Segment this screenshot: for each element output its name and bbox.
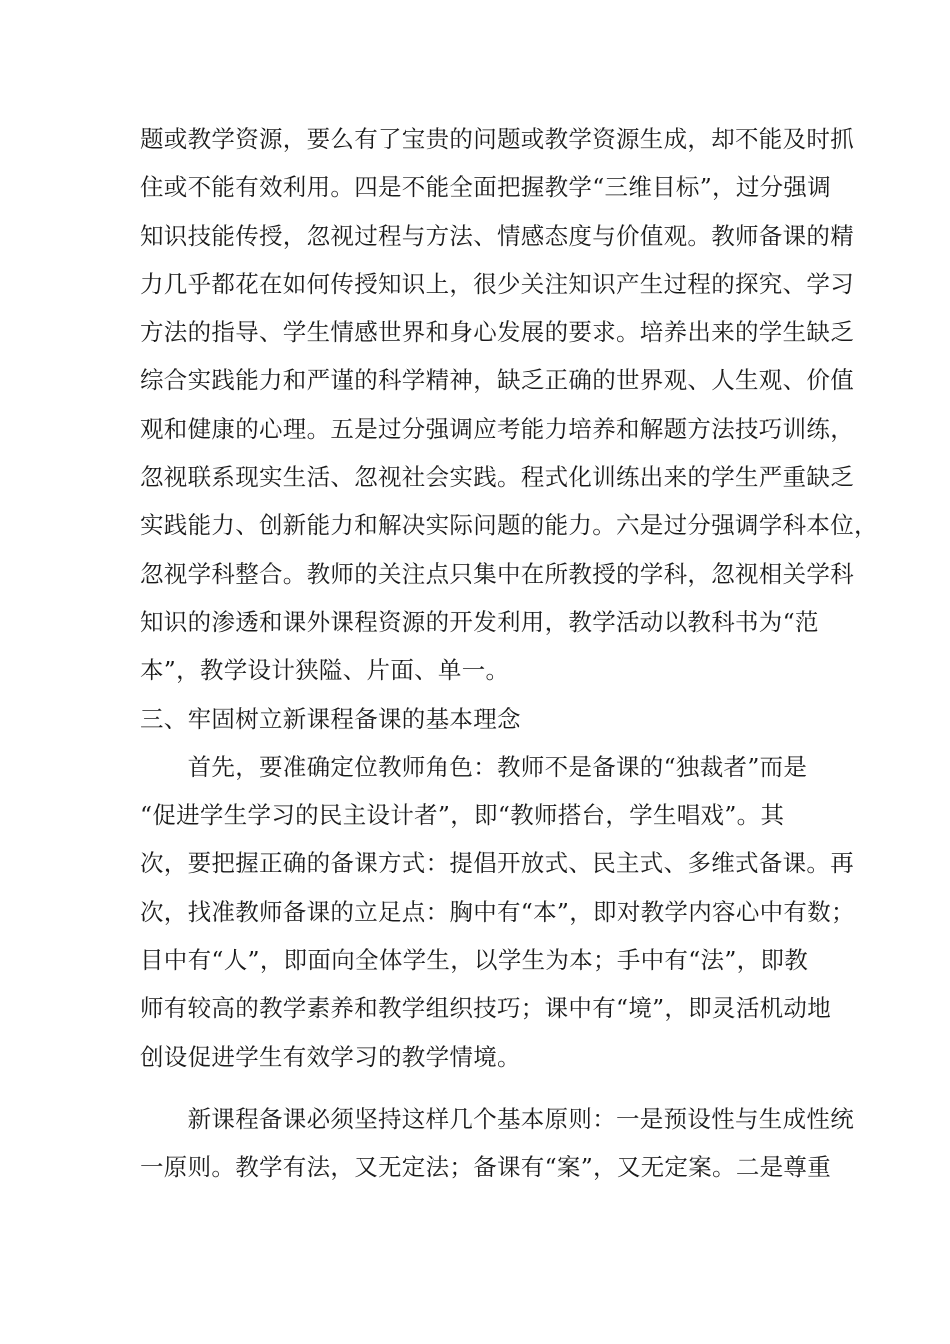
- text-line: 综合实践能力和严谨的科学精神，缺乏正确的世界观、人生观、价值: [140, 366, 854, 395]
- document-body: [140, 115, 878, 1192]
- text-line: 新课程备课必须坚持这样几个基本原则：一是预设性与生成性统: [140, 1104, 854, 1133]
- text-line: 忽视联系现实生活、忽视社会实践。程式化训练出来的学生严重缺乏: [140, 463, 854, 492]
- text-line: 知识技能传授，忽视过程与方法、情感态度与价值观。教师备课的精: [140, 221, 854, 250]
- text-line: 忽视学科整合。教师的关注点只集中在所教授的学科，忽视相关学科: [140, 559, 854, 588]
- text-line: 题或教学资源，要么有了宝贵的问题或教学资源生成，却不能及时抓: [140, 125, 854, 153]
- text-line: 住或不能有效利用。四是不能全面把握教学“三维目标”，过分强调: [140, 173, 832, 202]
- text-line: 次，找准教师备课的立足点：胸中有“本”，即对教学内容心中有数；: [140, 897, 855, 926]
- text-line: 知识的渗透和课外课程资源的开发利用，教学活动以教科书为“范: [140, 607, 819, 636]
- text-line: “促进学生学习的民主设计者”，即“教师搭台，学生唱戏”。其: [140, 801, 785, 830]
- text-line: 次，要把握正确的备课方式：提倡开放式、民主式、多维式备课。再: [140, 849, 854, 878]
- text-line: 观和健康的心理。五是过分强调应考能力培养和解题方法技巧训练，: [140, 414, 854, 443]
- text-line: 方法的指导、学生情感世界和身心发展的要求。培养出来的学生缺乏: [140, 318, 854, 347]
- text-line: 本”，教学设计狭隘、片面、单一。: [140, 656, 510, 685]
- text-line: 力几乎都花在如何传授知识上，很少关注知识产生过程的探究、学习: [140, 269, 854, 298]
- text-line: 目中有“人”，即面向全体学生，以学生为本；手中有“法”，即教: [140, 946, 809, 975]
- section-heading: 三、牢固树立新课程备课的基本理念: [140, 704, 521, 733]
- paragraph-spacer: [140, 1081, 830, 1095]
- text-line: 一原则。教学有法，又无定法；备课有“案”，又无定案。二是尊重: [140, 1153, 832, 1182]
- text-line: 首先，要准确定位教师角色：教师不是备课的“独裁者”而是: [140, 752, 808, 781]
- text-line: 实践能力、创新能力和解决实际问题的能力。六是过分强调学科本位，: [140, 511, 878, 540]
- text-line: 创设促进学生有效学习的教学情境。: [140, 1042, 521, 1071]
- text-line: 师有较高的教学素养和教学组织技巧；课中有“境”，即灵活机动地: [140, 994, 832, 1023]
